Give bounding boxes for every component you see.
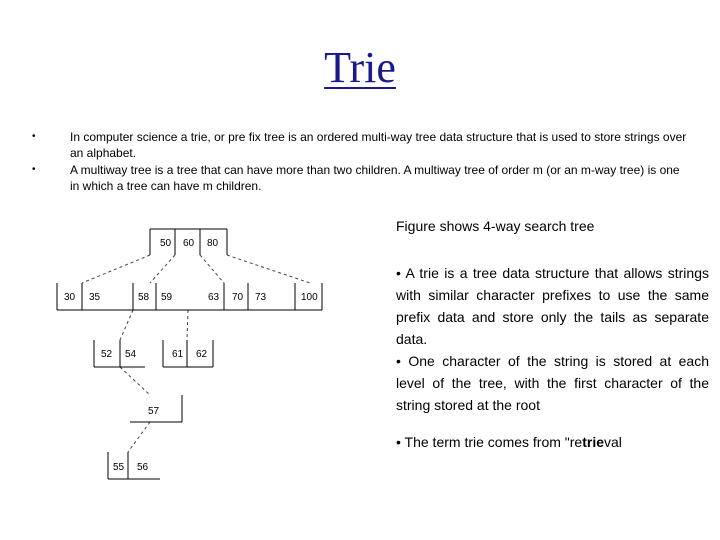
bullet-item xyxy=(30,162,690,194)
tree-key: 70 xyxy=(232,292,244,303)
tree-key: 100 xyxy=(301,292,318,303)
tree-key: 63 xyxy=(208,292,220,303)
tree-key: 62 xyxy=(196,349,208,360)
slide-title: Trie xyxy=(324,43,396,92)
tree-key: 60 xyxy=(183,238,195,249)
tree-edge xyxy=(120,367,150,395)
bullet-text: In computer science a trie, or pre fix tree is an ordered multi-way tree data structure that is used to store strings over an alphabet. xyxy=(70,130,687,160)
tree-key: 61 xyxy=(172,349,184,360)
bullet-list xyxy=(30,129,690,195)
tree-key: 57 xyxy=(148,406,160,417)
tree-key: 73 xyxy=(255,292,267,303)
tree-edge xyxy=(120,310,133,340)
tree-key: 35 xyxy=(89,292,101,303)
term-origin xyxy=(396,434,622,450)
bullet-item xyxy=(30,129,690,161)
term-highlight: trie xyxy=(582,434,605,450)
tree-key: 56 xyxy=(137,462,149,473)
tree-edge xyxy=(82,255,150,283)
bullet-dot-icon: • xyxy=(32,164,36,175)
term-prefix: • The term trie comes from "re xyxy=(396,434,583,450)
tree-node-outlines xyxy=(57,229,322,479)
description-paragraph: • One character of the string is stored at each level of the tree, with the first character of the string stored at the root xyxy=(396,353,709,413)
tree-key: 52 xyxy=(101,349,113,360)
bullet-text: A multiway tree is a tree that can have more than two children. A multiway tree of order m (or an m-way tree) is one in which a tree can have m children. xyxy=(70,163,680,193)
search-tree-diagram xyxy=(0,205,390,495)
trie-description xyxy=(396,262,709,416)
tree-key: 59 xyxy=(161,292,173,303)
tree-edge xyxy=(187,310,188,340)
tree-key: 80 xyxy=(207,238,219,249)
tree-key: 58 xyxy=(138,292,150,303)
description-paragraph: • A trie is a tree data structure that allows strings with similar character prefixes to use the same prefix data and store only the tails as separate data. xyxy=(396,265,709,347)
tree-key: 54 xyxy=(125,349,137,360)
bullet-dot-icon: • xyxy=(32,131,36,142)
term-suffix: val xyxy=(604,434,622,450)
tree-edge xyxy=(128,422,150,452)
tree-edge xyxy=(150,255,175,283)
tree-edge xyxy=(200,255,224,283)
tree-key: 50 xyxy=(160,238,172,249)
tree-edge xyxy=(227,255,310,283)
tree-key: 30 xyxy=(64,292,76,303)
figure-caption: Figure shows 4-way search tree xyxy=(396,218,595,234)
tree-key: 55 xyxy=(113,462,125,473)
